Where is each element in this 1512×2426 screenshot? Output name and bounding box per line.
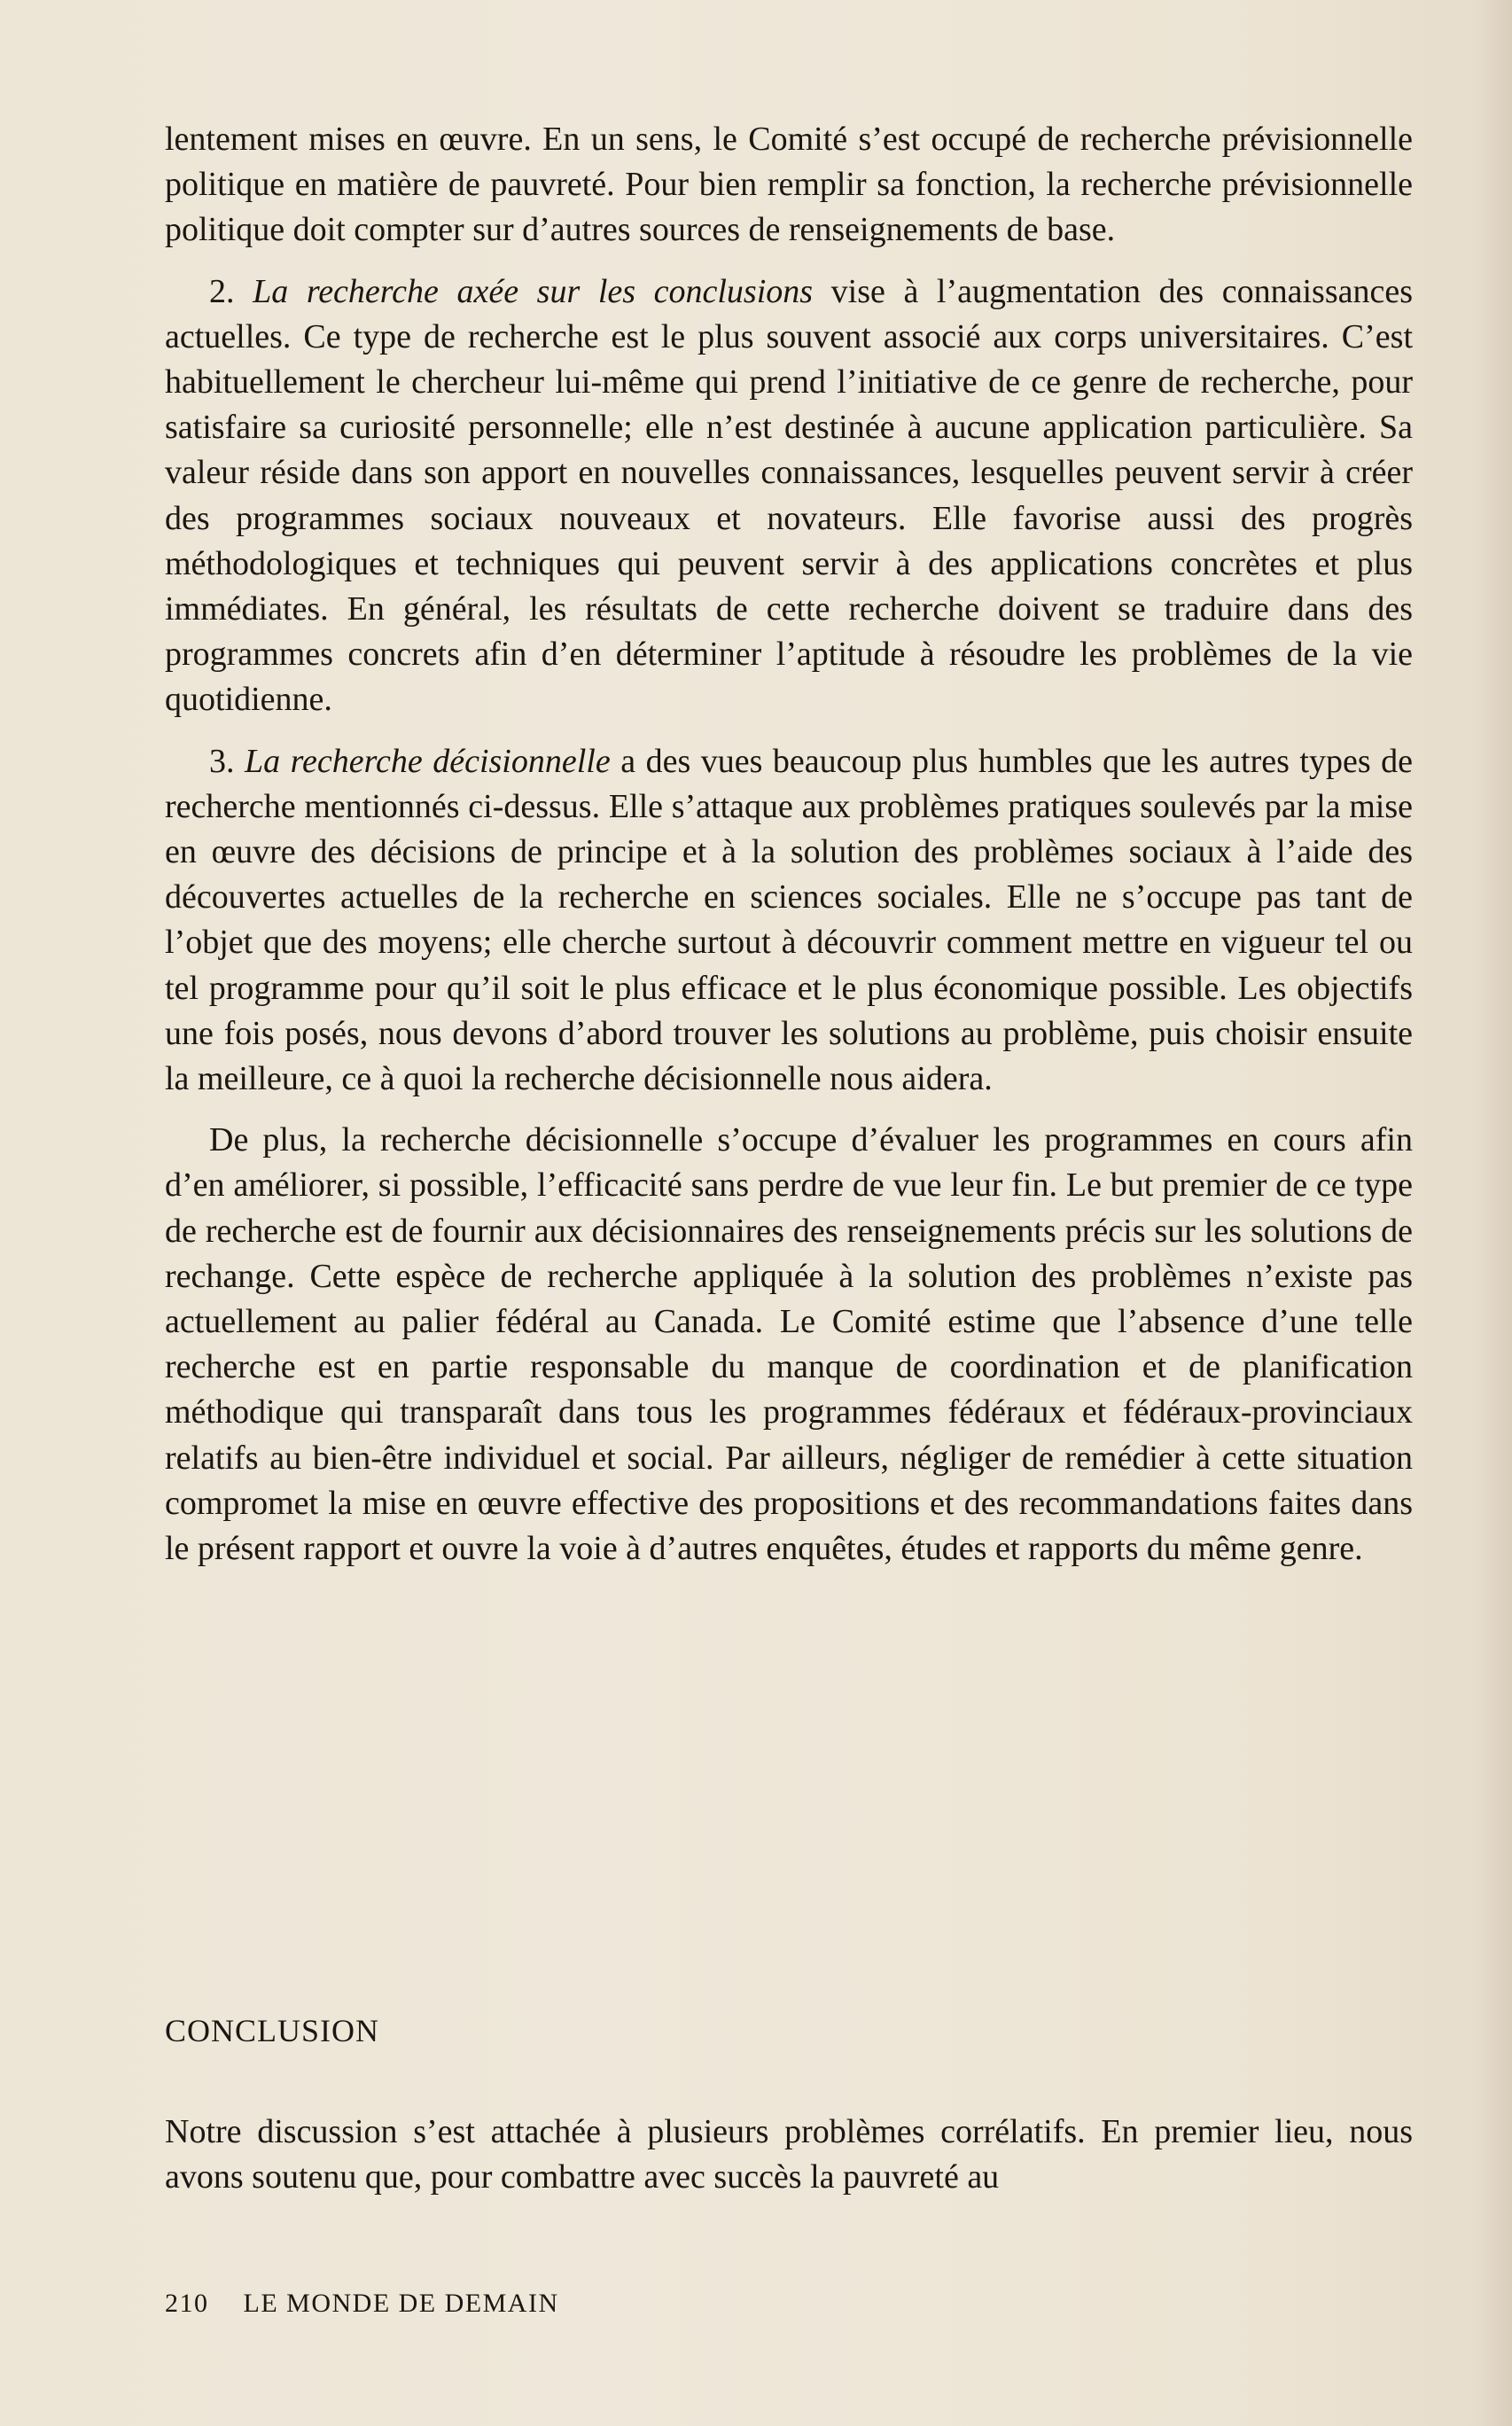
- page-number: 210: [165, 2289, 209, 2318]
- paragraph-1: lentement mises en œuvre. En un sens, le Comité s’est occupé de recherche prévisionnelle politique en matière de pauvreté. Pour bien remplir sa fonction, la recherche prévisionnelle politique doit compter sur d’autres sources de renseignements de base.: [165, 121, 1413, 249]
- paragraph-2: 2. La recherche axée sur les conclusions vise à l’augmentation des connaissances actuelles. Ce type de recherche est le plus souvent associé aux corps universitaires. C’est habituellement le chercheur lui-même qui prend l’initiative de ce genre de recherche, pour satisfaire sa curiosité personnelle; elle n’est destinée à aucune application particulière. Sa valeur réside dans son apport en nouvelles connaissances, lesquelles peuvent servir à créer des programmes sociaux nouveaux et novateurs. Elle favorise aussi des progrès méthodologiques et techniques qui peuvent servir à des applications concrètes et plus immédiates. En général, les résultats de cette recherche doivent se traduire dans des programmes concrets afin d’en déterminer l’aptitude à résoudre les problèmes de la vie quotidienne.: [165, 272, 1414, 719]
- page-edge-shadow: [1477, 0, 1512, 2426]
- paragraph-3: 3. La recherche décisionnelle a des vues beaucoup plus humbles que les autres types de recherche mentionnés ci-dessus. Elle s’attaque aux problèmes pratiques soulevés par la mise en œuvre des décisions de principe et à la solution des problèmes sociaux à l’aide des découvertes actuelles de la recherche en sciences sociales. Elle ne s’occupe pas tant de l’objet que des moyens; elle cherche surtout à découvrir comment mettre en vigueur tel ou tel programme pour qu’il soit le plus efficace et le plus économique possible. Les objectifs une fois posés, nous devons d’abord trouver les solutions au problème, puis choisir ensuite la meilleure, ce à quoi la recherche décisionnelle nous aidera.: [165, 742, 1413, 1098]
- body-text: [165, 117, 1413, 1587]
- term-recherche-conclusions: La recherche axée sur les conclusions: [253, 272, 814, 310]
- term-recherche-decisionnelle: La recherche décisionnelle: [245, 742, 611, 780]
- conclusion-paragraph: Notre discussion s’est attachée à plusieurs problèmes corrélatifs. En premier lieu, nous avons soutenu que, pour combattre avec succès la pauvreté au: [165, 2113, 1413, 2196]
- running-title: LE MONDE DE DEMAIN: [243, 2289, 559, 2318]
- list-number-2: 2.: [209, 272, 235, 310]
- page-footer: [165, 2289, 559, 2319]
- list-number-3: 3.: [209, 742, 235, 780]
- section-heading: CONCLUSION: [165, 2013, 380, 2048]
- paragraph-4: De plus, la recherche décisionnelle s’occupe d’évaluer les programmes en cours afin d’en améliorer, si possible, l’efficacité sans perdre de vue leur fin. Le but premier de ce type de recherche est de fournir aux décisionnaires des renseignements précis sur les solutions de rechange. Cette espèce de recherche appliquée à la solution des problèmes n’existe pas actuellement au palier fédéral au Canada. Le Comité estime que l’absence d’une telle recherche est en partie responsable du manque de coordination et de planification méthodique qui transparaît dans tous les programmes fédéraux et fédéraux-provinciaux relatifs au bien-être individuel et social. Par ailleurs, négliger de remédier à cette situation compromet la mise en œuvre effective des propositions et des recommandations faites dans le présent rapport et ouvre la voie à d’autres enquêtes, études et rapports du même genre.: [165, 1121, 1413, 1568]
